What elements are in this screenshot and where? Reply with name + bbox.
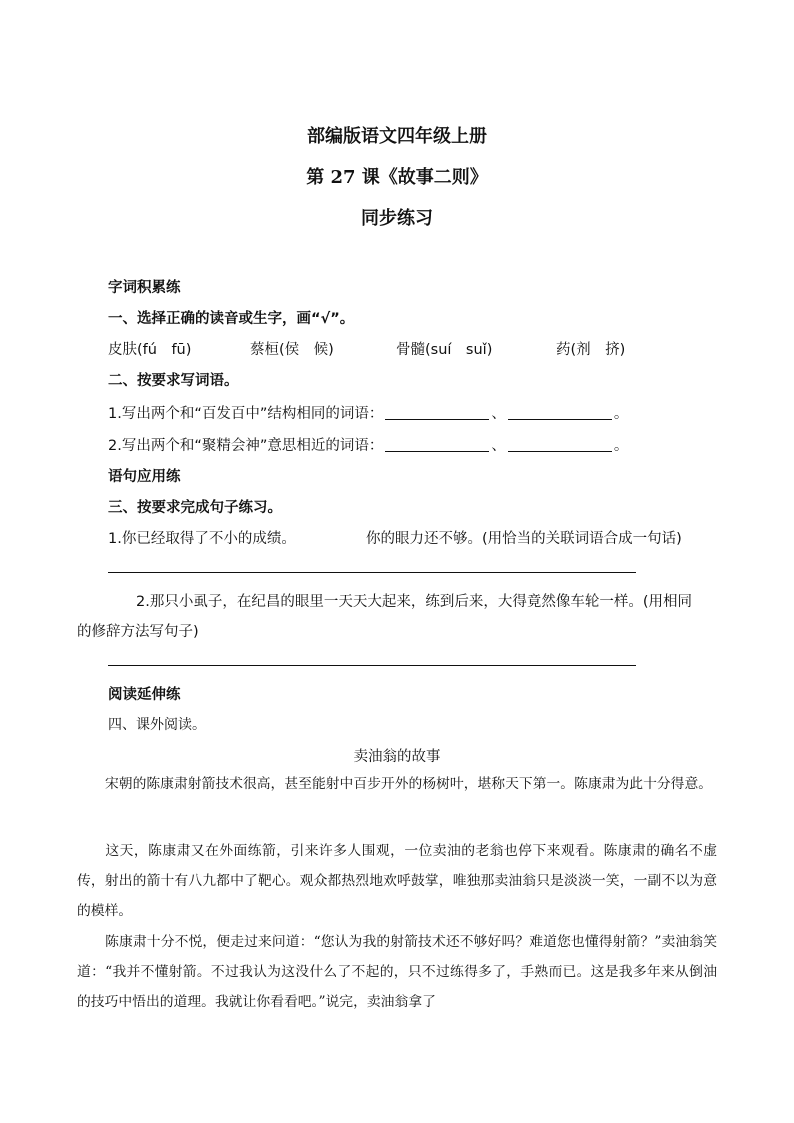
separator: 、 — [491, 406, 506, 422]
separator: 、 — [491, 438, 506, 454]
question-2-label: 二、按要求写词语。 — [108, 373, 239, 389]
q3-item-1-part-b: 你的眼力还不够。(用恰当的关联词语合成一句话) — [366, 531, 682, 547]
end-mark: 。 — [613, 406, 629, 422]
q1-item-4: 药(剂 挤) — [556, 342, 626, 358]
story-paragraph-text: 这天，陈康肃又在外面练箭，引来许多人围观，一位卖油的老翁也停下来观看。陈康肃的确名不虚传，射出的箭十有八九都中了靶心。观众都热烈地欢呼鼓掌，唯独那卖油翁只是淡淡一笑，一副不以为意的模样。 — [77, 843, 717, 919]
q1-item-3: 骨髓(suí suǐ) — [396, 342, 493, 358]
worksheet-title: 同步练习 — [361, 208, 433, 229]
answer-blank[interactable] — [385, 405, 489, 420]
section-heading-vocab: 字词积累练 — [108, 280, 181, 296]
q3-item-1-part-a: 1.你已经取得了不小的成绩。 — [108, 531, 296, 547]
story-paragraph — [77, 927, 717, 1017]
end-mark: 。 — [613, 438, 629, 454]
book-title: 部编版语文四年级上册 — [307, 126, 487, 147]
q3-item-2-line-2: 的修辞方法写句子) — [77, 624, 199, 640]
answer-blank[interactable] — [508, 405, 612, 420]
question-3-label: 三、按要求完成句子练习。 — [108, 500, 282, 516]
story-paragraph-text: 陈康肃十分不悦，便走过来问道：“您认为我的射箭技术还不够好吗？难道您也懂得射箭？”卖油翁笑道：“我并不懂射箭。不过我认为这没什么了不起的，只不过练得多了，手熟而已。这是我多年来从倒油的技巧中悟出的道理。我就让你看看吧。”说完，卖油翁拿了 — [77, 934, 717, 1010]
story-paragraph — [77, 769, 717, 799]
answer-line[interactable] — [108, 665, 636, 666]
q2-item-1 — [108, 402, 628, 423]
q1-item-1: 皮肤(fú fū) — [108, 342, 192, 358]
story-paragraph — [77, 836, 717, 926]
section-heading-reading: 阅读延伸练 — [108, 687, 181, 703]
q2-item-2-text: 2.写出两个和“聚精会神”意思相近的词语： — [108, 438, 384, 454]
answer-blank[interactable] — [508, 437, 612, 452]
q2-item-1-text: 1.写出两个和“百发百中”结构相同的词语： — [108, 406, 384, 422]
question-4-label: 四、课外阅读。 — [108, 717, 206, 733]
question-1-label: 一、选择正确的读音或生字，画“√”。 — [108, 311, 355, 327]
answer-line[interactable] — [108, 572, 636, 573]
q1-item-2: 蔡桓(侯 候) — [250, 342, 334, 358]
answer-blank[interactable] — [385, 437, 489, 452]
section-heading-sentence: 语句应用练 — [108, 469, 181, 485]
lesson-title: 第 27 课《故事二则》 — [306, 167, 488, 188]
story-paragraph-text: 宋朝的陈康肃射箭技术很高，甚至能射中百步开外的杨树叶，堪称天下第一。陈康肃为此十分得意。 — [105, 776, 713, 792]
story-title: 卖油翁的故事 — [353, 749, 441, 765]
q3-item-2-line-1: 2.那只小虱子，在纪昌的眼里一天天大起来，练到后来，大得竟然像车轮一样。(用相同 — [136, 594, 692, 610]
q2-item-2 — [108, 434, 628, 455]
